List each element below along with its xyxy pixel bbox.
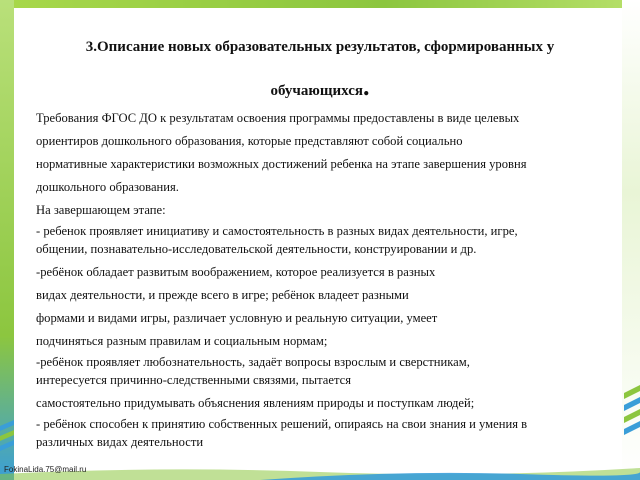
body-line: - ребенок проявляет инициативу и самостоятельность в разных видах деятельности, игре, [36, 224, 518, 238]
body-line: самостоятельно придумывать объяснения явлениям природы и поступкам людей; [36, 396, 475, 410]
slide-title [40, 36, 600, 58]
left-stripes-decor [0, 420, 18, 460]
body-line: -ребёнок проявляет любознательность, задаёт вопросы взрослым и сверстникам, [36, 355, 470, 369]
left-decor-band [0, 0, 14, 480]
body-line: На завершающем этапе: [36, 203, 166, 217]
body-line: ориентиров дошкольного образования, которые представляют собой социально [36, 134, 463, 148]
body-line: видах деятельности, и прежде всего в игре; ребёнок владеет разными [36, 288, 409, 302]
body-line: подчиняться разным правилам и социальным нормам; [36, 334, 328, 348]
slide-title-line2: обучающихся [270, 83, 363, 99]
slide-title-line1: 3.Описание новых образовательных результатов, сформированных у [85, 39, 555, 55]
footer-email: FokinaLida.75@mail.ru [4, 465, 87, 474]
body-line: дошкольного образования. [36, 180, 179, 194]
body-line: - ребёнок способен к принятию собственных решений, опираясь на свои знания и умения в [36, 417, 528, 431]
body-line: интересуется причинно-следственными связями, пытается [36, 373, 351, 387]
body-line: нормативные характеристики возможных достижений ребенка на этапе завершения уровня [36, 157, 527, 171]
body-line: различных видах деятельности [36, 435, 204, 449]
body-line: Требования ФГОС ДО к результатам освоения программы предоставлены в виде целевых [36, 111, 520, 125]
bottom-wave-decor [0, 462, 640, 480]
body-line: -ребёнок обладает развитым воображением, которое реализуется в разных [36, 265, 436, 279]
body-line: формами и видами игры, различает условную и реальную ситуации, умеет [36, 311, 438, 325]
title-period: . [363, 72, 370, 101]
right-stripes-decor [620, 385, 640, 445]
slide-title-continuation [40, 72, 600, 102]
top-decor-band [0, 0, 640, 8]
body-text [36, 108, 596, 455]
body-line: общении, познавательно-исследовательской деятельности, конструировании и др. [36, 242, 477, 256]
